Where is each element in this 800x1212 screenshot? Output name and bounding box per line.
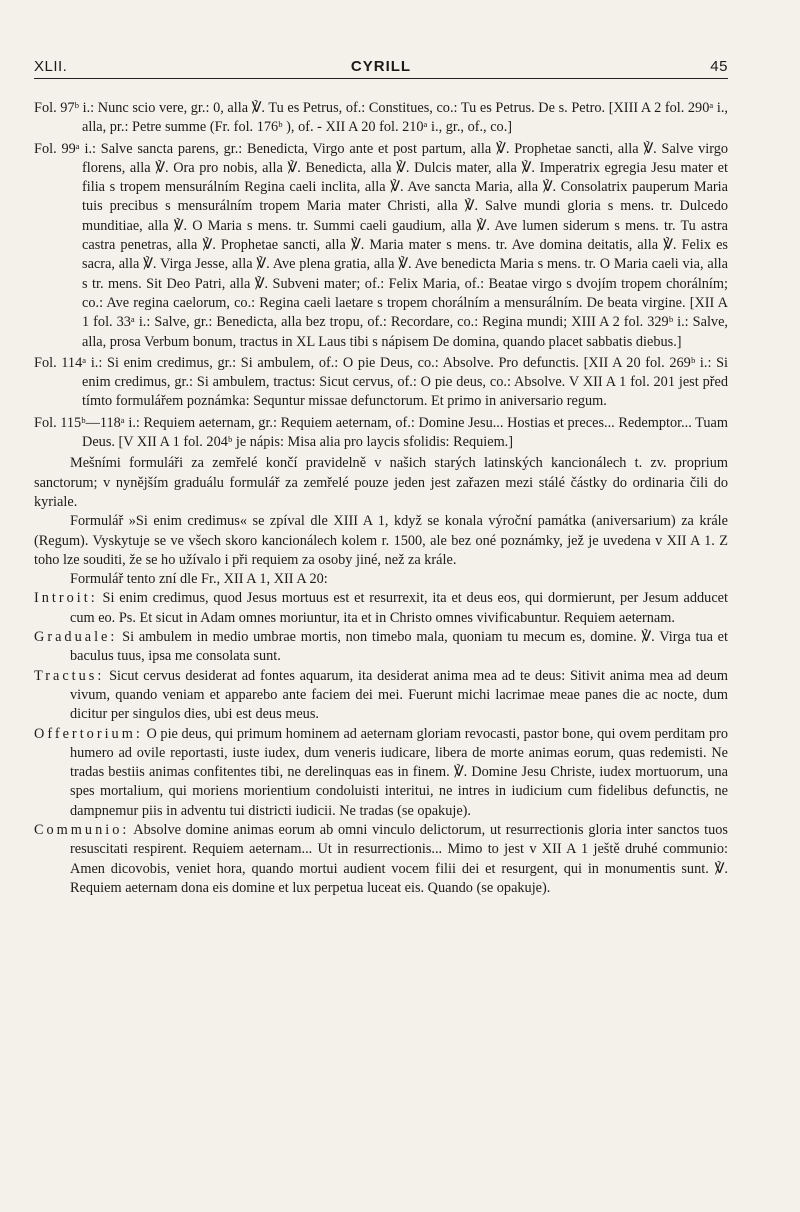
folio-entry [34,140,728,352]
section-label: Graduale: [34,629,118,646]
folio-entry [34,99,728,138]
mass-section-offertorium [34,725,728,821]
section-text: O pie deus, qui primum hominem ad aeternam gloriam revocasti, pastor bone, qui ovem perditam pro humero ad ovile reportasti, iuste iudex, dum veneris iudicare, libera de morte animas eorum, quas redemisti. Ne tradas bestiis animas confitentes tibi, ne derelinquas eas in finem. ℣. Domine Jesu Christe, iudex mortuorum, una spes mortalium, qui moriens morientium condoluisti interitui, ne intres in iudicium cum fidelibus defunctis, ne dampnemur piis in adventu tui districti iudicii. Ne tradas (se opakuje). [70,725,728,819]
mass-section-graduale [34,628,728,667]
folio-entry [34,354,728,412]
page-body [34,99,728,898]
mass-section-tractus [34,667,728,725]
folio-text: i.: Requiem aeternam, gr.: Requiem aeternam, of.: Domine Jesu... Hostias et preces... Redemptor... Tuam Deus. [V XII A 1 fol. 204ᵇ je nápis: Misa alia pro laycis sfolidis: Requiem.] [82,414,729,451]
running-title: CYRILL [350,58,412,75]
section-label: Offertorium: [34,725,143,742]
section-label: Introit: [34,590,98,607]
folio-label: Fol. 99ᵃ [34,140,80,157]
body-paragraph: Formulář tento zní dle Fr., XII A 1, XII A 20: [70,571,328,588]
page-number: 45 [710,58,728,75]
section-text: Sicut cervus desiderat ad fontes aquarum, ita desiderat anima mea ad te deus: Sitivit anima mea ad deum vivum, quando veniam et apparebo ante faciem dei mei. Fuerunt michi lacrimae meae panes die ac nocte, dum dicitur per singulos dies, ubi est deus meus. [70,667,728,723]
body-paragraph: Formulář »Si enim credimus« se zpíval dle XIII A 1, když se konala výroční památka (aniversarium) za krále (Regum). Vyskytuje se ve všech skoro kancionálech kolem r. 1500, ale bez oné poznámky, jež je uvedena v XII A 1. Z toho lze souditi, že se ho užívalo i při requiem za osoby jiné, než za krále. [34,513,728,568]
section-text: Si enim credimus, quod Jesus mortuus est et resurrexit, ita et deus eos, qui dormierunt, per Jesum adducet cum eo. Ps. Et sicut in Adam omnes moriuntur, ita et in Christo omnes vivificabuntur. Requiem aeternam. [70,590,728,626]
section-label: Tractus: [34,667,105,684]
section-text: Si ambulem in medio umbrae mortis, non timebo mala, quoniam tu mecum es, domine. ℣. Virga tua et baculus tuus, ipsa me consolata sunt. [70,629,728,665]
running-header [34,58,728,79]
section-text: Absolve domine animas eorum ab omni vinculo delictorum, ut resurrectionis gloria inter sanctos tuos resuscitati respirent. Requiem aeternam... Ut in resurrectionis... Mimo to jest v XII A 1 ještě druhé communio: Amen dicovobis, veniet hora, quando mortui audient vocem filii dei et resurgent, qui in monumentis sunt. ℣. Requiem aeternam dona eis domine et lux perpetua luceat eis. Quando (se opakuje). [70,821,728,896]
folio-entry [34,414,728,453]
chapter-number: XLII. [34,58,68,75]
body-paragraph: Mešními formuláři za zemřelé končí pravidelně v našich starých latinských kancionálech t. zv. proprium sanctorum; v nynějším graduálu formulář za zemřelé pouze jeden jest zařazen mezi stálé částky do ordinaria čili do kyriale. [34,455,728,510]
section-label: Communio: [34,821,130,838]
folio-text: i.: Nunc scio vere, gr.: 0, alla ℣. Tu es Petrus, of.: Constitues, co.: Tu es Petrus. De s. Petro. [XIII A 2 fol. 290ᵃ i., alla, pr.: Petre summe (Fr. fol. 176ᵇ ), of. - XII A 20 fol. 210ᵃ i., gr., of., co.] [82,100,728,136]
folio-label: Fol. 115ᵇ—118ᵃ [34,414,125,431]
mass-section-communio [34,821,728,898]
folio-text: i.: Salve sancta parens, gr.: Benedicta, Virgo ante et post partum, alla ℣. Prophetae sancti, alla ℣. Salve virgo florens, alla ℣. Ora pro nobis, alla ℣. Benedicta, alla ℣. Dulcis mater, alla ℣. Imperatrix egregia Jesu mater et filia s tropem mensurálním Regina caeli inclita, alla ℣. Ave sancta Maria, alla ℣. Consolatrix pauperum Maria tuis precibus s mensurálním tropem Maria mater Christi, alla ℣. Salve mundi gloria s mens. tr. Dulcedo munditiae, alla ℣. O Maria s mens. tr. Summi caeli gaudium, alla ℣. Ave lumen siderum s mens. tr. Tu astra castra penetras, alla ℣. Prophetae sancti, alla ℣. Maria mater s mens. tr. Ave domina deitatis, alla ℣. Felix es sacra, alla ℣. Virga Jesse, alla ℣. Ave plena gratia, alla ℣. Ave benedicta Maria s mens. tr. O Maria caeli via, alla s tr. mens. Sit Deo Patri, alla ℣. Subveni mater; of.: Felix Maria, of.: Beatae virgo s dvojím tropem chorálním; co.: Ave regina caelorum, co.: Regina caeli laetare s tropem chorálním a mensurálním. De beata virgine. [XII A 1 fol. 33ᵃ i.: Salve, gr.: Benedicta, alla bez tropu, of.: Recordare, co.: Regina mundi; XIII A 2 fol. 329ᵇ i.: Salve, alla, prosa Verbum bonum, tractus in XL Laus tibi s nápisem De domina, quando placet sabbatis diebus.] [82,140,728,350]
book-page [34,58,728,898]
folio-label: Fol. 97ᵇ [34,100,79,116]
folio-text: i.: Si enim credimus, gr.: Si ambulem, of.: O pie Deus, co.: Absolve. Pro defunctis. [XII A 20 fol. 269ᵇ i.: Si enim credimus, gr.: Si ambulem, tractus: Sicut cervus, of.: O pie deus, co.: Absolve. V XII A 1 fol. 201 jest před tímto formulářem poznámka: Sequntur missae defunctorum. Et primo in aniversario regum. [82,354,729,410]
folio-label: Fol. 114ᵃ [34,354,87,371]
mass-section-introit [34,589,728,628]
